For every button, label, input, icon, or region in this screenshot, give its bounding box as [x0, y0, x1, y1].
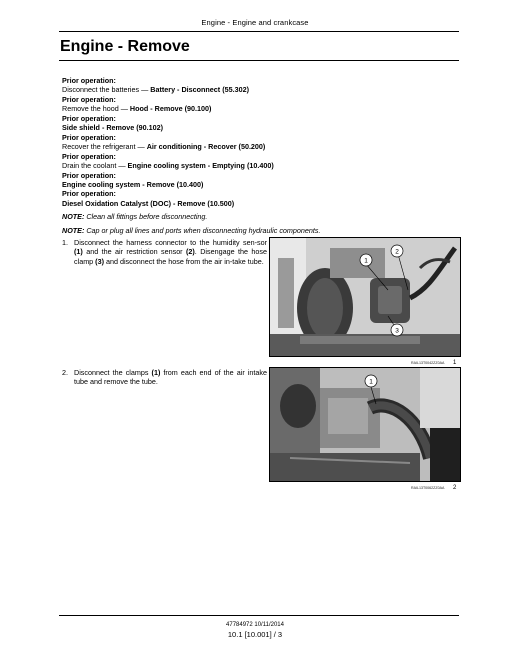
callout-reference: (2) — [186, 247, 195, 257]
note-label: NOTE: — [62, 226, 85, 235]
instruction-text: Remove the hood — — [62, 104, 130, 114]
note-cap-lines — [62, 226, 321, 235]
note-text: Cap or plug all lines and ports when disconnecting hydraulic components. — [84, 226, 321, 235]
header-rule — [59, 31, 459, 32]
figure-1-number: 1 — [453, 360, 457, 366]
air-intake-illustration — [270, 368, 460, 481]
callout-label: 1 — [369, 378, 373, 386]
section-rule — [59, 60, 459, 61]
instruction-text: Recover the refrigerant — — [62, 142, 147, 152]
step-number: 2. — [62, 368, 68, 377]
procedure-reference: Battery - Disconnect (55.302) — [150, 85, 249, 95]
prior-operation-label: Prior operation: — [62, 132, 116, 142]
step-text-run: . Disengage the hose clamp — [74, 247, 267, 266]
step-text-run: from each end of the air intake tube and remove the tube. — [74, 368, 267, 387]
step-text-run: and the air restriction sensor — [82, 247, 186, 257]
note-text: Clean all fittings before disconnecting. — [84, 212, 208, 221]
section-title: Engine - Remove — [60, 38, 190, 55]
step-text-run: and disconnect the hose from the air in-take tube. — [103, 256, 264, 266]
prior-operation-item — [62, 199, 422, 208]
callout-reference: (1) — [151, 368, 161, 377]
note-label: NOTE: — [62, 212, 85, 221]
footer-page-number: 10.1 [10.001] / 3 — [227, 630, 283, 639]
procedure-reference: Side shield - Remove (90.102) — [62, 123, 164, 133]
procedure-reference: Air conditioning - Recover (50.200) — [146, 142, 266, 152]
prior-operations-list — [62, 76, 422, 208]
step-text-run: Disconnect the harness connector to the humidity sen-sor — [74, 238, 267, 247]
instruction-text: Drain the coolant — — [62, 161, 128, 171]
prior-operation-label: Prior operation: — [62, 113, 116, 123]
footer-document-id: 47784972 10/11/2014 — [226, 622, 284, 628]
step-1 — [62, 238, 267, 266]
prior-operation-label: Prior operation: — [62, 94, 116, 104]
step-2 — [62, 368, 267, 387]
prior-operation-label: Prior operation: — [62, 189, 116, 199]
procedure-reference: Engine cooling system - Emptying (10.400) — [127, 161, 274, 171]
figure-2-code: RAIL13T0062ZZ0AA — [411, 486, 445, 490]
figure-1-photo — [269, 237, 461, 357]
step-text-run: Disconnect the clamps — [74, 368, 152, 377]
footer-rule — [59, 615, 459, 616]
callout-reference: (1) — [74, 247, 83, 257]
figure-1-code: RAIL13T0042ZZ0AA — [411, 361, 445, 365]
procedure-reference: Engine cooling system - Remove (10.400) — [62, 179, 204, 189]
step-text — [74, 238, 267, 266]
note-clean-fittings — [62, 212, 207, 221]
callout-label: 1 — [364, 257, 368, 265]
callout-label: 3 — [395, 327, 399, 335]
step-text — [74, 368, 267, 387]
prior-operation-label: Prior operation: — [62, 151, 116, 161]
engine-bay-illustration — [270, 238, 460, 356]
procedure-reference: Hood - Remove (90.100) — [129, 104, 212, 114]
prior-operation-item — [62, 142, 422, 151]
prior-operation-item — [62, 123, 422, 132]
prior-operation-item — [62, 161, 422, 170]
prior-operation-item — [62, 180, 422, 189]
instruction-text: Disconnect the batteries — — [62, 85, 151, 95]
prior-operation-item — [62, 85, 422, 94]
callout-label: 2 — [395, 248, 399, 256]
figure-2-photo — [269, 367, 461, 482]
prior-operation-item — [62, 104, 422, 113]
procedure-reference: Diesel Oxidation Catalyst (DOC) - Remove (10.500) — [62, 198, 235, 208]
step-number: 1. — [62, 238, 68, 247]
prior-operation-label: Prior operation: — [62, 76, 116, 85]
callout-reference: (3) — [95, 256, 104, 266]
prior-operation-label: Prior operation: — [62, 170, 116, 180]
running-header: Engine - Engine and crankcase — [201, 18, 309, 27]
figure-2-number: 2 — [453, 485, 457, 491]
